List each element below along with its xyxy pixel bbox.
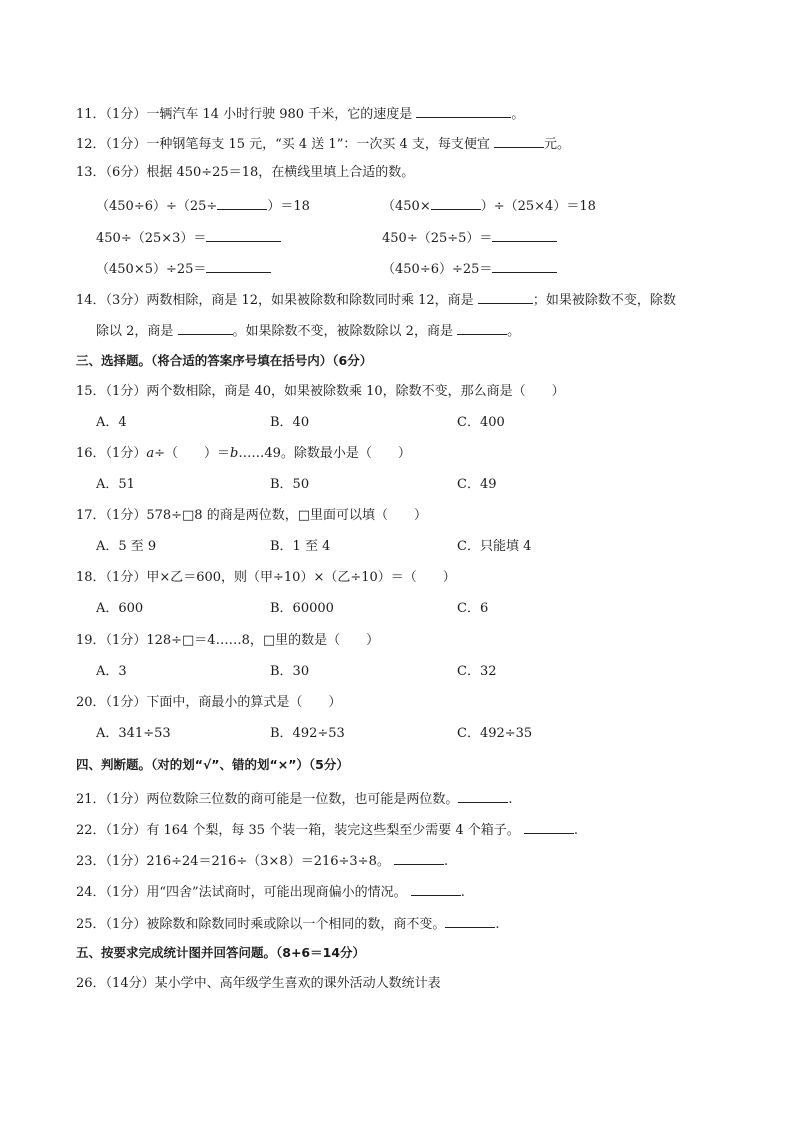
question-14-line-1: 14．（3分）两数相除，商是 12，如果被除数和除数同时乘 12，商是 ；如果被除数不变，除数 bbox=[76, 289, 676, 310]
answer-blank[interactable] bbox=[478, 289, 533, 304]
option-a[interactable]: A．3 bbox=[96, 664, 127, 679]
question-17: 17．（1分）578÷□8 的商是两位数，□里面可以填（ ） bbox=[76, 508, 427, 523]
question-19: 19．（1分）128÷□＝4……8，□里的数是（ ） bbox=[76, 633, 380, 648]
q13-expr-1: （450÷6）÷（25÷ ）＝18 bbox=[96, 195, 310, 216]
q13-expr-5: （450×5）÷25＝ bbox=[96, 258, 271, 279]
question-18: 18．（1分）甲×乙＝600，则（甲÷10）×（乙÷10）＝（ ） bbox=[76, 570, 456, 585]
answer-blank[interactable] bbox=[217, 195, 267, 210]
question-26: 26．（14分）某小学中、高年级学生喜欢的课外活动人数统计表 bbox=[76, 976, 441, 991]
q13-expr-3: 450÷（25×3）＝ bbox=[96, 227, 281, 248]
question-20: 20．（1分）下面中，商最小的算式是（ ） bbox=[76, 695, 342, 710]
answer-blank[interactable] bbox=[524, 819, 574, 834]
q13-expr-6: （450÷6）÷25＝ bbox=[382, 258, 557, 279]
answer-blank[interactable] bbox=[492, 227, 557, 242]
question-21: 21．（1分）两位数除三位数的商可能是一位数，也可能是两位数。 . bbox=[76, 788, 512, 809]
answer-blank[interactable] bbox=[206, 227, 281, 242]
answer-blank[interactable] bbox=[178, 320, 233, 335]
q13-expr-2: （450× ）÷（25×4）＝18 bbox=[382, 195, 596, 216]
question-25: 25．（1分）被除数和除数同时乘或除以一个相同的数，商不变。 . bbox=[76, 913, 499, 934]
answer-blank[interactable] bbox=[411, 881, 461, 896]
option-a[interactable]: A．341÷53 bbox=[96, 726, 171, 741]
option-b[interactable]: B．492÷53 bbox=[270, 726, 345, 741]
question-text: 12．（1分）一种钢笔每支 15 元，“买 4 送 1”：一次买 4 支，每支便宜 bbox=[76, 137, 490, 152]
section-5-heading: 五、按要求完成统计图并回答问题。（8+6＝14分） bbox=[76, 945, 366, 960]
answer-blank[interactable] bbox=[431, 195, 481, 210]
option-b[interactable]: B．50 bbox=[270, 477, 310, 492]
question-12: 12．（1分）一种钢笔每支 15 元，“买 4 送 1”：一次买 4 支，每支便宜 元。 bbox=[76, 133, 570, 154]
answer-blank[interactable] bbox=[416, 103, 511, 118]
option-b[interactable]: B．40 bbox=[270, 415, 310, 430]
option-a[interactable]: A．5 至 9 bbox=[96, 539, 157, 554]
option-c[interactable]: C．492÷35 bbox=[457, 726, 533, 741]
option-c[interactable]: C．400 bbox=[457, 415, 505, 430]
section-3-heading: 三、选择题。（将合适的答案序号填在括号内）（6分） bbox=[76, 353, 373, 368]
option-c[interactable]: C．6 bbox=[457, 601, 489, 616]
answer-blank[interactable] bbox=[492, 258, 557, 273]
question-11: 11．（1分）一辆汽车 14 小时行驶 980 千米，它的速度是 。 bbox=[76, 103, 524, 124]
question-23: 23．（1分）216÷24＝216÷（3×8）＝216÷3÷8。 . bbox=[76, 850, 448, 871]
answer-blank[interactable] bbox=[445, 913, 495, 928]
option-a[interactable]: A．4 bbox=[96, 415, 127, 430]
option-a[interactable]: A．600 bbox=[96, 601, 144, 616]
option-c[interactable]: C．只能填 4 bbox=[457, 539, 532, 554]
question-15: 15．（1分）两个数相除，商是 40，如果被除数乘 10，除数不变，那么商是（ ） bbox=[76, 384, 565, 399]
q13-expr-4: 450÷（25÷5）＝ bbox=[382, 227, 557, 248]
answer-blank[interactable] bbox=[394, 850, 444, 865]
section-4-heading: 四、判断题。（对的划“√”、错的划“×”）（5分） bbox=[76, 757, 349, 772]
question-14-line-2: 除以 2，商是 。如果除数不变，被除数除以 2，商是 。 bbox=[96, 320, 520, 341]
option-a[interactable]: A．51 bbox=[96, 477, 135, 492]
question-13-stem: 13．（6分）根据 450÷25＝18，在横线里填上合适的数。 bbox=[76, 165, 415, 180]
question-22: 22．（1分）有 164 个梨，每 35 个装一箱，装完这些梨至少需要 4 个箱子。 . bbox=[76, 819, 578, 840]
answer-blank[interactable] bbox=[494, 133, 544, 148]
question-16: 16．（1分）a÷（ ）＝b……49。除数最小是（ ） bbox=[76, 446, 411, 461]
question-24: 24．（1分）用“四舍”法试商时，可能出现商偏小的情况。 . bbox=[76, 881, 465, 902]
option-c[interactable]: C．32 bbox=[457, 664, 497, 679]
answer-blank[interactable] bbox=[458, 788, 508, 803]
answer-blank[interactable] bbox=[457, 320, 507, 335]
answer-blank[interactable] bbox=[206, 258, 271, 273]
question-text: 11．（1分）一辆汽车 14 小时行驶 980 千米，它的速度是 bbox=[76, 107, 413, 122]
option-b[interactable]: B．30 bbox=[270, 664, 310, 679]
option-c[interactable]: C．49 bbox=[457, 477, 497, 492]
option-b[interactable]: B．60000 bbox=[270, 601, 334, 616]
option-b[interactable]: B．1 至 4 bbox=[270, 539, 331, 554]
